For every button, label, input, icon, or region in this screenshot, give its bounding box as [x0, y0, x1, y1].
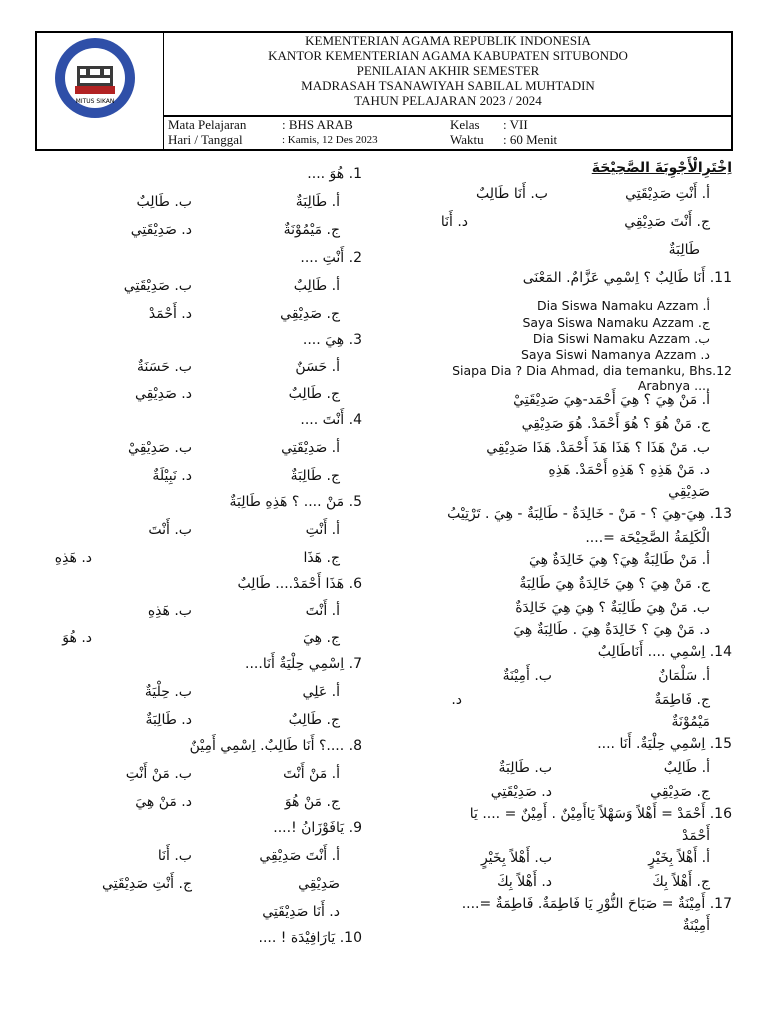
q3-option-b: ب. حَسَنَةٌ — [137, 359, 192, 375]
header-title-block — [165, 33, 731, 108]
date-label: Hari / Tanggal — [168, 132, 243, 147]
svg-text:MITUS SIKAN: MITUS SIKAN — [75, 98, 115, 105]
q8-option-a: أ. مَنْ أَنْتَ — [283, 766, 340, 782]
q2-option-d: د. أَحْمَدْ — [148, 306, 192, 322]
q11-option-b: Dia Siswi Namaku Azzam .ب — [532, 331, 710, 346]
q9-option-a-cont: صَدِيْقِي — [298, 876, 340, 892]
question-16-cont: أَحْمَدْ — [682, 828, 710, 844]
q5-option-b: ب. أَنْتَ — [148, 522, 192, 538]
question-11: 11. أَنَا طَالِبٌ ؟ اِسْمِي عَزَّامٌ. المَعْنَى — [522, 270, 732, 286]
question-17: 17. أَمِيْنَةٌ = صَبَاحَ النُّوْرِ يَا فَاطِمَةٌ. فَاطِمَةٌ =.... — [461, 896, 732, 912]
header-line-1: KEMENTERIAN AGAMA REPUBLIK INDONESIA — [305, 33, 591, 48]
info-divider — [163, 115, 733, 117]
q5-option-d: د. هَذِهِ — [54, 550, 92, 566]
q8-option-b: ب. مَنْ أَنْتِ — [125, 766, 192, 782]
question-13-cont: الْكَلِمَةُ الصَّحِيْحَة =.... — [585, 530, 710, 546]
q13-option-a: أ. مَنْ طَالِبَةٌ هِيَ؟ هِيَ خَالِدَةٌ هِيَ — [528, 552, 710, 568]
q15-option-c: ج. صَدِيْقِي — [650, 784, 710, 800]
question-12-cont: Arabnya .... — [637, 378, 710, 393]
q2-option-c: ج. صَدِيْقِي — [280, 306, 340, 322]
q4-option-d: د. نَبِيْلَةٌ — [152, 468, 192, 484]
header-line-3: PENILAIAN AKHIR SEMESTER — [356, 63, 540, 78]
question-4: 4. أَنْتَ .... — [300, 412, 362, 428]
q7-option-c: ج. طَالِبٌ — [288, 712, 340, 728]
q9-option-d: د. أَنَا صَدِيْقَتِي — [262, 904, 340, 920]
q14-option-b: ب. أَمِيْنَةٌ — [502, 668, 552, 684]
q4-option-a: أ. صَدِيْقَتِي — [281, 440, 340, 456]
q16-option-d: د. أَهْلاً بِكَ — [497, 874, 552, 890]
header-line-5: TAHUN PELAJARAN 2023 / 2024 — [354, 93, 542, 108]
q15-option-d: د. صَدِيْقَتِي — [490, 784, 552, 800]
question-15: 15. اِسْمِي حِلْيَةٌ. أَنَا .... — [597, 736, 732, 752]
q4-option-c: ج. طَالِبَةٌ — [290, 468, 340, 484]
q6-option-c: ج. هِيَ — [303, 630, 340, 646]
time-value: : 60 Menit — [503, 132, 558, 147]
question-2: 2. أَنْتِ .... — [300, 250, 362, 266]
question-10: 10. يَارَافِيْدَة ! .... — [258, 930, 362, 946]
header-line-4: MADRASAH TSANAWIYAH SABILAL MUHTADIN — [301, 78, 595, 93]
q7-option-a: أ. عَلِي — [302, 684, 340, 700]
date-value: : Kamis, 12 Des 2023 — [282, 134, 378, 146]
q5-option-c: ج. هَذَا — [303, 550, 340, 566]
q12-option-b: ب. مَنْ هَذَا ؟ هَذَا هَذَ أَحْمَدْ. هَذَا صَدِيْقِي — [486, 440, 710, 456]
subject-label: Mata Pelajaran — [168, 117, 247, 132]
q2-option-b: ب. صَدِيْقَتِي — [123, 278, 192, 294]
q6-option-b: ب. هَذِهِ — [147, 603, 192, 619]
q14-option-a: أ. سَلْمَانٌ — [658, 668, 710, 684]
q3-option-a: أ. حَسَنٌ — [295, 359, 340, 375]
question-9: 9. يَافَوْزَانُ !.... — [273, 820, 362, 836]
q14-option-d-cont: مَيْمُوْنَةٌ — [671, 714, 710, 730]
section-title: اِخْتَرِالْأَجْوِبَةَ الصَّحِيْحَةَ — [591, 160, 732, 176]
q16-option-c: ج. أَهْلاً بِكَ — [652, 874, 710, 890]
q15-option-b: ب. طَالِبَةٌ — [498, 760, 552, 776]
question-5: 5. مَنْ .... ؟ هَذِهِ طَالِبَةٌ — [229, 494, 362, 510]
q10-option-b: ب. أَنَا طَالِبٌ — [475, 186, 548, 202]
q1-option-a: أ. طَالِبَةٌ — [295, 194, 340, 210]
time-label: Waktu — [450, 132, 484, 147]
q14-option-c: ج. فَاطِمَةٌ — [654, 692, 710, 708]
q10-option-c: ج. أَنْتَ صَدِيْقِي — [624, 214, 710, 230]
q12-option-d-cont: صَدِيْقِي — [668, 484, 710, 500]
q8-option-d: د. مَنْ هِيَ — [135, 794, 192, 810]
q9-option-a: أ. أَنْتَ صَدِيْقِي — [259, 848, 340, 864]
q9-option-b: ب. أَنَا — [157, 848, 192, 864]
question-17-cont: أَمِيْنَةٌ — [682, 918, 710, 934]
q1-option-d: د. صَدِيْقَتِي — [130, 222, 192, 238]
question-1: 1. هُوَ .... — [307, 166, 362, 182]
q12-option-d: د. مَنْ هَذِهِ ؟ هَذِهِ أَحْمَدْ. هَذِهِ — [548, 462, 710, 478]
q10-option-d: د. أَنَا — [440, 214, 468, 230]
q7-option-d: د. طَالِبَةٌ — [145, 712, 192, 728]
question-7: 7. اِسْمِي حِلْيَةٌ أَنَا.... — [245, 656, 362, 672]
question-8: 8. ....؟ أَنَا طَالِبٌ. اِسْمِي أَمِيْنٌ — [189, 738, 362, 754]
madrasah-logo — [53, 36, 137, 120]
q1-option-b: ب. طَالِبٌ — [136, 194, 192, 210]
q11-option-a: Dia Siswa Namaku Azzam .أ — [536, 298, 710, 313]
q10-option-d-cont: طَالِبَةٌ — [668, 242, 700, 258]
class-label: Kelas — [450, 117, 480, 132]
q15-option-a: أ. طَالِبٌ — [663, 760, 710, 776]
q5-option-a: أ. أَنْتِ — [305, 522, 340, 538]
q2-option-a: أ. طَالِبٌ — [293, 278, 340, 294]
q4-option-b: ب. صَدِيْقِيْ — [128, 440, 192, 456]
q3-option-d: د. صَدِيْقِي — [134, 386, 192, 402]
q14-option-d: د. — [451, 692, 462, 708]
q9-option-c: ج. أَنْتِ صَدِيْقَتِي — [101, 876, 192, 892]
q12-option-a: أ. مَنْ هِيَ ؟ هِيَ أَحْمَد-هِيَ صَدِيْقَتِيْ — [513, 392, 710, 408]
class-value: : VII — [503, 117, 528, 132]
q12-option-c: ج. مَنْ هُوَ ؟ هُوَ أَحْمَدْ. هُوَ صَدِيْقِي — [521, 416, 710, 432]
question-13: 13. هِيَ-هِيَ ؟ - مَنْ - خَالِدَةٌ - طَالِبَةٌ - هِيَ . تَرْتِيْبُ — [447, 506, 732, 522]
question-12: Siapa Dia ? Dia Ahmad, dia temanku, Bhs.12 — [452, 363, 732, 378]
question-3: 3. هِيَ .... — [302, 332, 362, 348]
q6-option-a: أ. أَنْتَ — [305, 603, 340, 619]
q16-option-a: أ. أَهْلاً بِخَيْرٍ — [648, 850, 710, 866]
question-6: 6. هَذَا أَحْمَدْ.... طَالِبٌ — [237, 576, 362, 592]
q16-option-b: ب. أَهْلاً بِخَيْرٍ — [480, 850, 552, 866]
question-16: 16. أَحْمَدْ = أَهْلاً وَسَهْلاً يَاأَمِيْنٌ . أَمِيْنٌ = .... يَا — [469, 806, 732, 822]
q3-option-c: ج. طَالِبٌ — [288, 386, 340, 402]
q13-option-c: ج. مَنْ هِيَ ؟ هِيَ خَالِدَةٌ هِيَ طَالِبَةٌ — [519, 576, 710, 592]
q1-option-c: ج. مَيْمُوْنَةٌ — [283, 222, 340, 238]
q11-option-d: Saya Siswi Namanya Azzam .د — [520, 347, 710, 362]
q10-option-a: أ. أَنْتِ صَدِيْقَتِي — [625, 186, 710, 202]
q6-option-d: د. هُوَ — [62, 630, 92, 646]
q13-option-b: ب. مَنْ هِيَ طَالِبَةٌ ؟ هِيَ هِيَ خَالِدَةٌ — [515, 600, 710, 616]
q11-option-c: Saya Siswa Namaku Azzam .ج — [522, 315, 710, 330]
subject-value: : BHS ARAB — [282, 117, 353, 132]
q13-option-d: د. مَنْ هِيَ ؟ خَالِدَةٌ هِيَ . طَالِبَةٌ هِيَ — [513, 622, 710, 638]
question-14: 14. اِسْمِي .... أَنَاطَالِبٌ — [597, 644, 732, 660]
q7-option-b: ب. حِلْيَةٌ — [144, 684, 192, 700]
header-divider — [163, 33, 164, 149]
q8-option-c: ج. مَنْ هُوَ — [284, 794, 340, 810]
header-line-2: KANTOR KEMENTERIAN AGAMA KABUPATEN SITUBONDO — [268, 48, 628, 63]
